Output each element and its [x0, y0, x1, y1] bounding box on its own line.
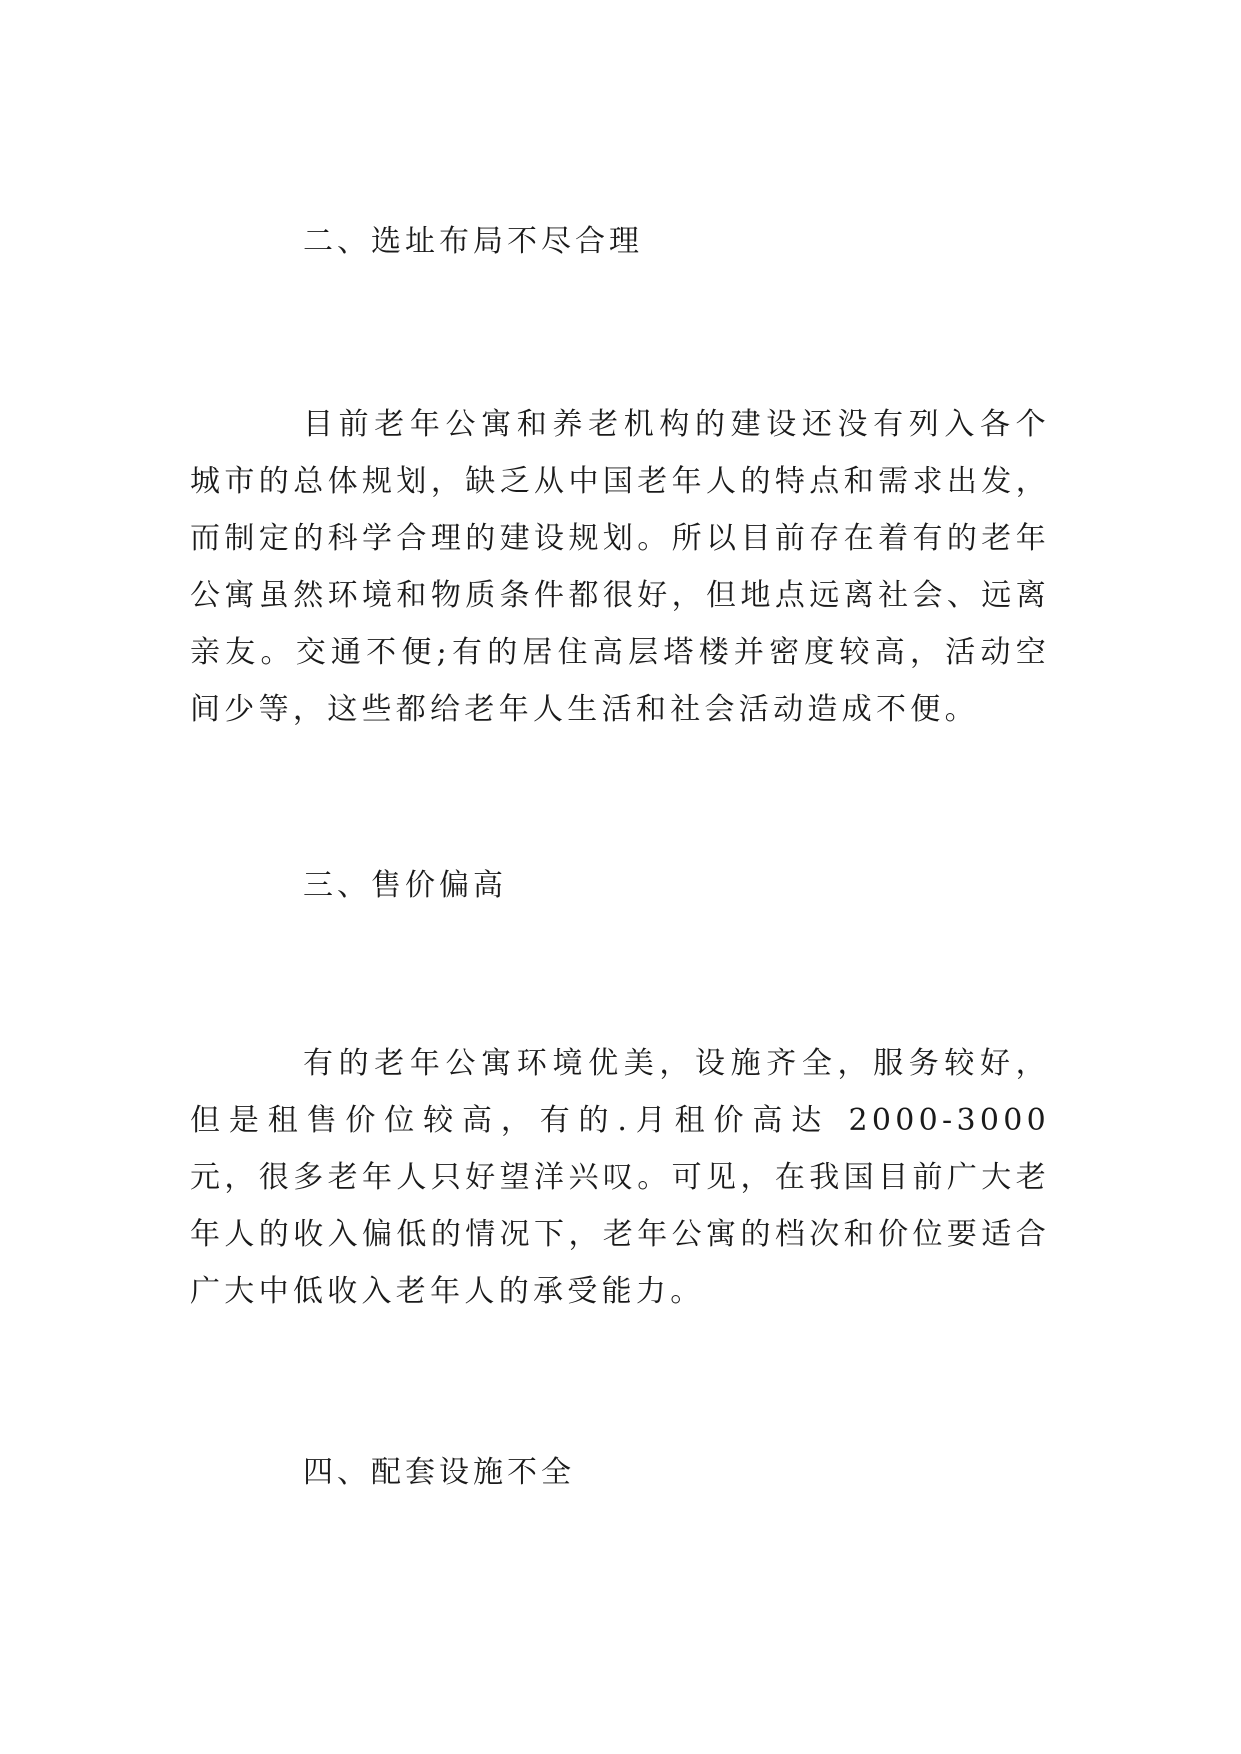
paragraph-site-layout: 目前老年公寓和养老机构的建设还没有列入各个城市的总体规划，缺乏从中国老年人的特点和需求出发，而制定的科学合理的建设规划。所以目前存在着有的老年公寓虽然环境和物质条件都很好，但地点远离社会、远离亲友。交通不便;有的居住高层塔楼并密度较高，活动空间少等，这些都给老年人生活和社会活动造成不便。 — [190, 407, 1050, 727]
section-heading-site-layout: 二、选址布局不尽合理 — [303, 224, 643, 259]
section-heading-price: 三、售价偏高 — [303, 868, 507, 903]
paragraph-price: 有的老年公寓环境优美，设施齐全，服务较好，但是租售价位较高，有的.月租价高达 2000-3000 元，很多老年人只好望洋兴叹。可见，在我国目前广大老年人的收入偏低的情况下，老年公寓的档次和价位要适合广大中低收入老年人的承受能力。 — [190, 1046, 1050, 1309]
section-heading-facilities: 四、配套设施不全 — [303, 1455, 575, 1490]
